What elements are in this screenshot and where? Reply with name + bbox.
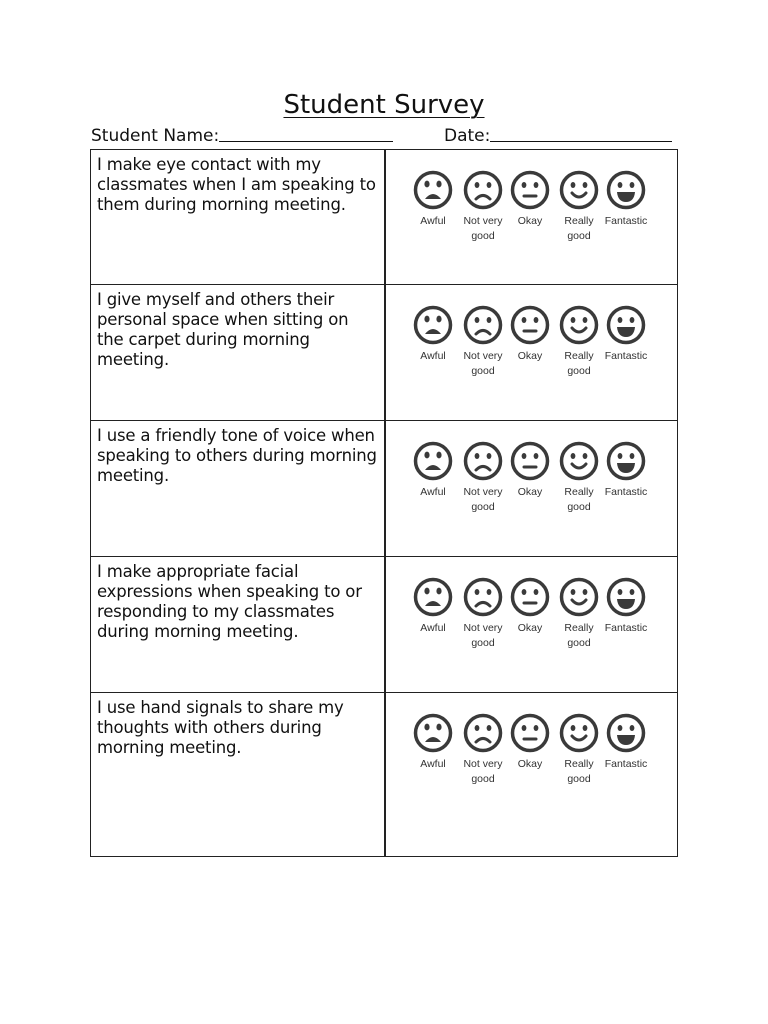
awful-face-icon [405, 170, 461, 210]
rating-label-line1: Awful [420, 350, 446, 362]
survey-row [91, 150, 677, 285]
survey-statement: I use hand signals to share my thoughts with others during morning meeting. [97, 698, 344, 757]
rating-label [598, 621, 654, 636]
rating-label [598, 485, 654, 500]
fantastic-face-icon [598, 713, 654, 753]
rating-option[interactable] [598, 713, 654, 772]
date-field[interactable] [444, 124, 672, 146]
survey-row [91, 421, 677, 557]
survey-row [91, 693, 677, 856]
rating-label-line1: Really [564, 622, 594, 634]
rating-label-line1: Fantastic [604, 758, 648, 770]
survey-row [91, 557, 677, 693]
rating-label [598, 757, 654, 772]
rating-option[interactable] [405, 441, 461, 500]
rating-label-line2: good [471, 365, 495, 377]
rating-option[interactable] [405, 305, 461, 364]
rating-label-line1: Really [564, 215, 594, 227]
rating-label-line1: Okay [517, 758, 543, 770]
rating-label-line1: Really [564, 486, 594, 498]
rating-scale [413, 441, 663, 531]
rating-label-line1: Not very [463, 758, 503, 770]
rating-label [502, 349, 558, 364]
rating-label-line1: Awful [420, 622, 446, 634]
rating-scale [413, 305, 663, 395]
rating-label [405, 757, 461, 772]
okay-face-icon [502, 170, 558, 210]
rating-label [405, 349, 461, 364]
rating-option[interactable] [405, 170, 461, 229]
survey-statement: I make eye contact with my classmates when I am speaking to them during morning meeting. [97, 155, 376, 214]
okay-face-icon [502, 305, 558, 345]
rating-label-line1: Awful [420, 486, 446, 498]
rating-label-line1: Not very [463, 622, 503, 634]
rating-option[interactable] [502, 170, 558, 229]
rating-label-line1: Fantastic [604, 215, 648, 227]
rating-option[interactable] [502, 305, 558, 364]
page-title: Student Survey [283, 90, 485, 120]
rating-label-line1: Fantastic [604, 486, 648, 498]
survey-statement: I give myself and others their personal space when sitting on the carpet during morning meeting. [97, 290, 349, 369]
rating-label [502, 485, 558, 500]
rating-label-line1: Not very [463, 215, 503, 227]
rating-label-line1: Okay [517, 622, 543, 634]
rating-label [598, 214, 654, 229]
awful-face-icon [405, 577, 461, 617]
survey-row [91, 285, 677, 421]
rating-option[interactable] [502, 441, 558, 500]
rating-label-line2: good [567, 773, 591, 785]
rating-scale [413, 170, 663, 260]
rating-label-line2: good [567, 365, 591, 377]
rating-label-line1: Awful [420, 215, 446, 227]
rating-option[interactable] [405, 577, 461, 636]
fantastic-face-icon [598, 170, 654, 210]
rating-option[interactable] [598, 305, 654, 364]
rating-option[interactable] [598, 441, 654, 500]
okay-face-icon [502, 577, 558, 617]
student-name-label: Student Name: [91, 126, 220, 146]
rating-label-line2: good [471, 501, 495, 513]
date-line[interactable] [490, 124, 672, 142]
rating-label [405, 214, 461, 229]
rating-label-line1: Really [564, 350, 594, 362]
rating-label [598, 349, 654, 364]
survey-statement: I make appropriate facial expressions when speaking to or responding to my classmates during morning meeting. [97, 562, 362, 641]
rating-label-line2: good [471, 637, 495, 649]
okay-face-icon [502, 713, 558, 753]
rating-scale [413, 577, 663, 667]
rating-label [502, 214, 558, 229]
rating-label-line1: Okay [517, 350, 543, 362]
rating-label [502, 757, 558, 772]
rating-option[interactable] [502, 577, 558, 636]
student-name-field[interactable] [91, 124, 393, 146]
rating-label-line2: good [567, 501, 591, 513]
rating-label-line1: Fantastic [604, 622, 648, 634]
rating-label-line1: Awful [420, 758, 446, 770]
survey-statement: I use a friendly tone of voice when speaking to others during morning meeting. [97, 426, 377, 485]
rating-label [502, 621, 558, 636]
rating-label-line1: Okay [517, 486, 543, 498]
rating-option[interactable] [502, 713, 558, 772]
rating-option[interactable] [405, 713, 461, 772]
rating-label-line1: Okay [517, 215, 543, 227]
awful-face-icon [405, 713, 461, 753]
fantastic-face-icon [598, 441, 654, 481]
rating-label-line2: good [471, 773, 495, 785]
rating-option[interactable] [598, 170, 654, 229]
rating-option[interactable] [598, 577, 654, 636]
rating-label-line1: Fantastic [604, 350, 648, 362]
rating-label-line1: Not very [463, 486, 503, 498]
survey-table [90, 149, 678, 857]
rating-scale [413, 713, 663, 803]
rating-label [405, 485, 461, 500]
rating-label-line2: good [471, 230, 495, 242]
rating-label-line1: Really [564, 758, 594, 770]
rating-label-line2: good [567, 230, 591, 242]
okay-face-icon [502, 441, 558, 481]
awful-face-icon [405, 305, 461, 345]
rating-label [405, 621, 461, 636]
date-label: Date: [444, 126, 491, 146]
student-name-line[interactable] [219, 124, 393, 142]
fantastic-face-icon [598, 577, 654, 617]
rating-label-line1: Not very [463, 350, 503, 362]
awful-face-icon [405, 441, 461, 481]
rating-label-line2: good [567, 637, 591, 649]
fantastic-face-icon [598, 305, 654, 345]
survey-header [91, 124, 681, 148]
